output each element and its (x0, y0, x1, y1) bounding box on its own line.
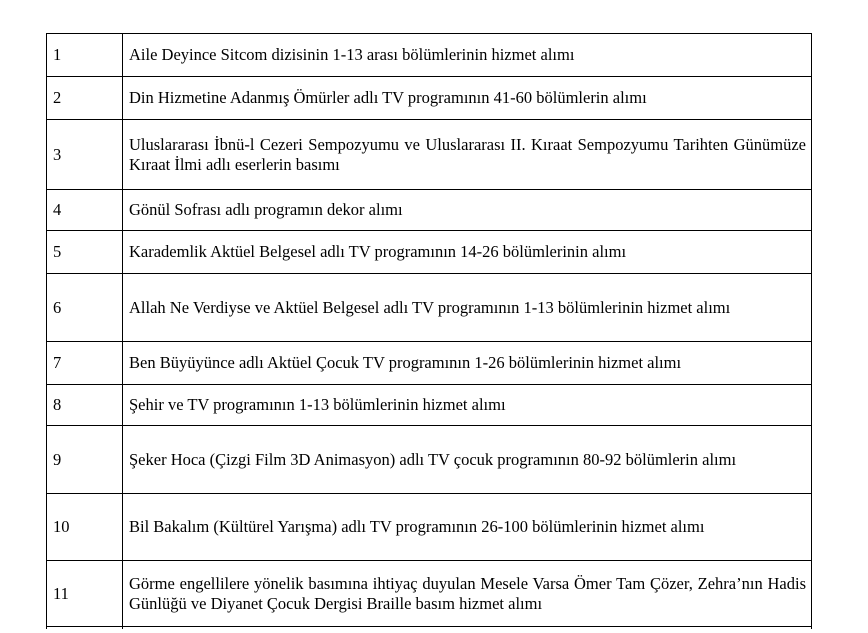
table-row (47, 190, 812, 231)
row-number: 1 (47, 34, 123, 77)
table-row (47, 426, 812, 494)
row-number: 5 (47, 231, 123, 274)
continuation-cell (47, 627, 123, 630)
table-row (47, 385, 812, 426)
row-number: 4 (47, 190, 123, 231)
row-number: 9 (47, 426, 123, 494)
row-number: 3 (47, 120, 123, 190)
row-description: Gönül Sofrası adlı programın dekor alımı (123, 190, 812, 231)
row-description: Ben Büyüyünce adlı Aktüel Çocuk TV programının 1-26 bölümlerinin hizmet alımı (123, 342, 812, 385)
row-description: Din Hizmetine Adanmış Ömürler adlı TV programının 41-60 bölümlerin alımı (123, 77, 812, 120)
services-table (46, 33, 812, 629)
table-row (47, 561, 812, 627)
table-row (47, 494, 812, 561)
table-row-continuation (47, 627, 812, 630)
continuation-cell (123, 627, 812, 630)
row-number: 7 (47, 342, 123, 385)
table-row (47, 120, 812, 190)
table-row (47, 34, 812, 77)
row-description: Şehir ve TV programının 1-13 bölümlerinin hizmet alımı (123, 385, 812, 426)
row-number: 6 (47, 274, 123, 342)
row-description: Bil Bakalım (Kültürel Yarışma) adlı TV programının 26-100 bölümlerinin hizmet alımı (123, 494, 812, 561)
table-row (47, 77, 812, 120)
row-number: 8 (47, 385, 123, 426)
table-row (47, 342, 812, 385)
row-description: Görme engellilere yönelik basımına ihtiyaç duyulan Mesele Varsa Ömer Tam Çözer, Zehra’nın Hadis Günlüğü ve Diyanet Çocuk Dergisi Braille basım hizmet alımı (123, 561, 812, 627)
table-row (47, 274, 812, 342)
row-description: Aile Deyince Sitcom dizisinin 1-13 arası bölümlerinin hizmet alımı (123, 34, 812, 77)
row-number: 11 (47, 561, 123, 627)
table-row (47, 231, 812, 274)
row-number: 2 (47, 77, 123, 120)
row-number: 10 (47, 494, 123, 561)
row-description: Uluslararası İbnü-l Cezeri Sempozyumu ve Uluslararası II. Kıraat Sempozyumu Tarihten Günümüze Kıraat İlmi adlı eserlerin basımı (123, 120, 812, 190)
row-description: Allah Ne Verdiyse ve Aktüel Belgesel adlı TV programının 1-13 bölümlerinin hizmet alımı (123, 274, 812, 342)
row-description: Şeker Hoca (Çizgi Film 3D Animasyon) adlı TV çocuk programının 80-92 bölümlerin alımı (123, 426, 812, 494)
row-description: Karademlik Aktüel Belgesel adlı TV programının 14-26 bölümlerinin alımı (123, 231, 812, 274)
